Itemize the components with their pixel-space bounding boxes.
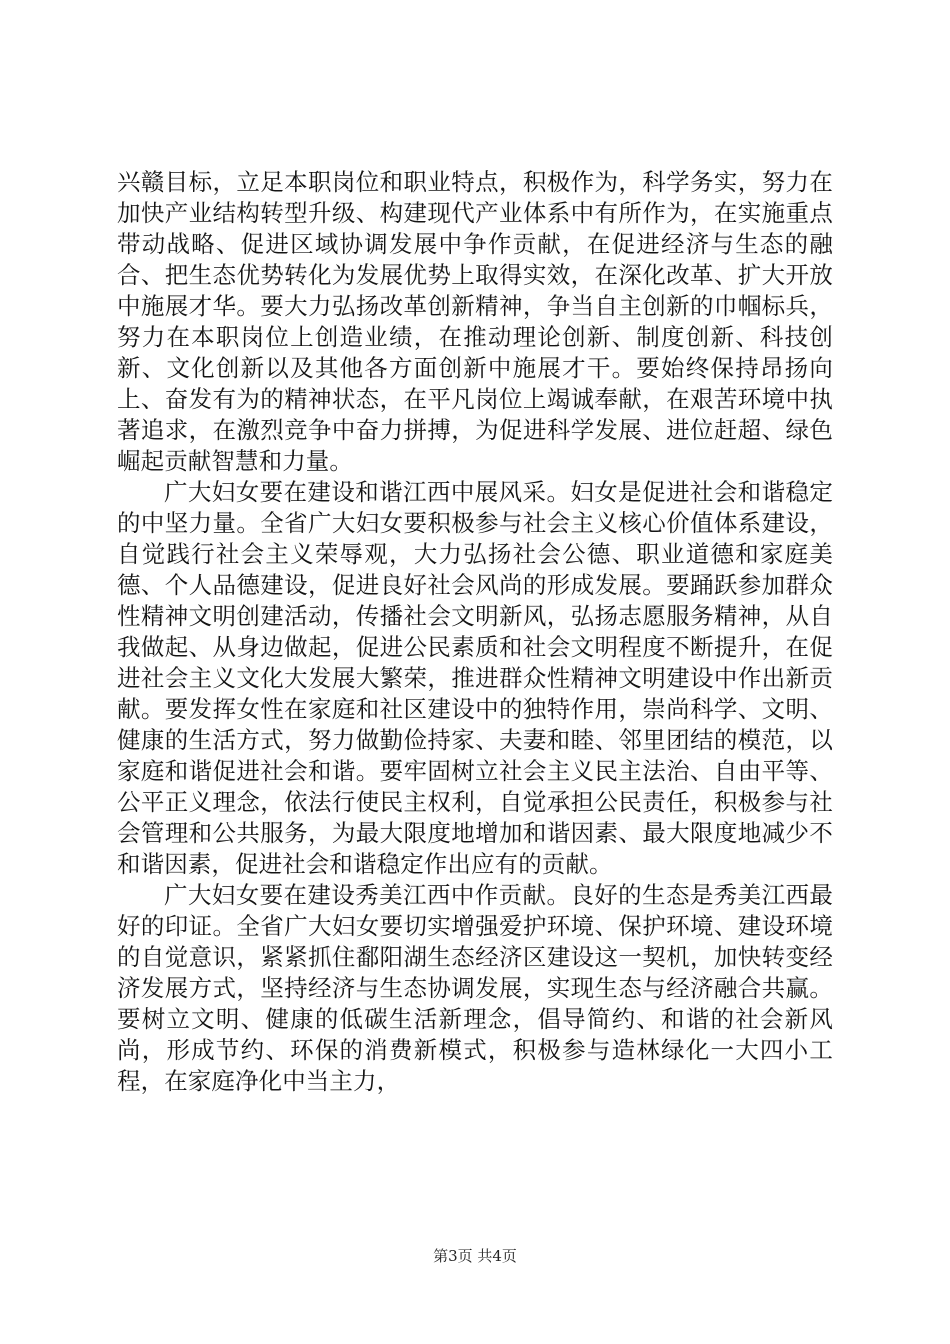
paragraph-3: 广大妇女要在建设秀美江西中作贡献。良好的生态是秀美江西最好的印证。全省广大妇女要切实增强爱护环境、保护环境、建设环境的自觉意识，紧紧抓住鄱阳湖生态经济区建设这一契机，加快转变经济发展方式，坚持经济与生态协调发展，实现生态与经济融合共赢。要树立文明、健康的低碳生活新理念，倡导简约、和谐的社会新风尚，形成节约、环保的消费新模式，积极参与造林绿化一大四小工程，在家庭净化中当主力， <box>117 881 833 1095</box>
paragraph-1: 兴赣目标，立足本职岗位和职业特点，积极作为，科学务实，努力在加快产业结构转型升级、构建现代产业体系中有所作为，在实施重点带动战略、促进区域协调发展中争作贡献，在促进经济与生态的融合、把生态优势转化为发展优势上取得实效，在深化改革、扩大开放中施展才华。要大力弘扬改革创新精神，争当自主创新的巾帼标兵，努力在本职岗位上创造业绩，在推动理论创新、制度创新、科技创新、文化创新以及其他各方面创新中施展才干。要始终保持昂扬向上、奋发有为的精神状态，在平凡岗位上竭诚奉献，在艰苦环境中执著追求，在激烈竞争中奋力拼搏，为促进科学发展、进位赶超、绿色崛起贡献智慧和力量。 <box>117 168 833 475</box>
paragraph-2: 广大妇女要在建设和谐江西中展风采。妇女是促进社会和谐稳定的中坚力量。全省广大妇女要积极参与社会主义核心价值体系建设，自觉践行社会主义荣辱观，大力弘扬社会公德、职业道德和家庭美德、个人品德建设，促进良好社会风尚的形成发展。要踊跃参加群众性精神文明创建活动，传播社会文明新风，弘扬志愿服务精神，从自我做起、从身边做起，促进公民素质和社会文明程度不断提升，在促进社会主义文化大发展大繁荣，推进群众性精神文明建设中作出新贡献。要发挥女性在家庭和社区建设中的独特作用，崇尚科学、文明、健康的生活方式，努力做勤俭持家、夫妻和睦、邻里团结的模范，以家庭和谐促进社会和谐。要牢固树立社会主义民主法治、自由平等、公平正义理念，依法行使民主权利，自觉承担公民责任，积极参与社会管理和公共服务，为最大限度地增加和谐因素、最大限度地减少不和谐因素，促进社会和谐稳定作出应有的贡献。 <box>117 478 833 878</box>
document-body <box>117 167 833 1097</box>
page-number-footer: 第3页 共4页 <box>433 1247 517 1265</box>
